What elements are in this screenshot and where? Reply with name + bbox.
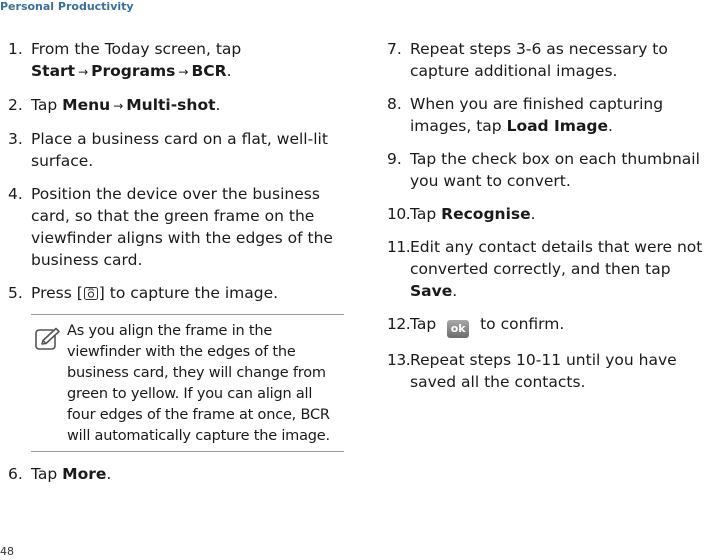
step-10: 10. Tap Recognise. — [387, 205, 536, 223]
step-9: 9. Tap the check box on each thumbnail you want to convert. — [387, 150, 700, 190]
step-6: 6. Tap More. — [8, 465, 112, 483]
step-8: 8. When you are finished capturing images, tap Load Image. — [387, 95, 664, 135]
left-column — [8, 38, 344, 496]
ok-key-icon: ok — [447, 320, 469, 338]
note-text: As you align the frame in the viewfinder with the edges of the business card, they will change from green to yellow. If you can align all four edges of the frame at once, BCR will automatically capture the image. — [67, 323, 330, 444]
step-13: 13. Repeat steps 10-11 until you have saved all the contacts. — [387, 351, 677, 391]
section-header: Personal Productivity — [0, 0, 134, 13]
page-number: 48 — [0, 545, 14, 558]
step-12: 12. Tap ok to confirm. — [387, 313, 713, 338]
note-box — [31, 314, 344, 452]
step-4: 4. Position the device over the business card, so that the green frame on the viewfinder aligns with the edges of the business card. — [8, 185, 333, 269]
right-column — [387, 38, 713, 404]
arrow-icon: → — [113, 99, 124, 113]
arrow-icon: → — [178, 65, 189, 79]
step-11: 11. Edit any contact details that were not converted correctly, and then tap Save. — [387, 238, 703, 300]
step-1: 1. From the Today screen, tap Start → Programs → BCR. — [8, 40, 242, 80]
step-2: 2. Tap Menu → Multi-shot. — [8, 96, 221, 114]
camera-key-icon — [84, 284, 98, 306]
pencil-note-icon — [35, 327, 61, 355]
step-5: 5. Press [ ] to capture the image. — [8, 282, 344, 306]
step-7: 7. Repeat steps 3-6 as necessary to capture additional images. — [387, 40, 668, 80]
step-3: 3. Place a business card on a flat, well-lit surface. — [8, 130, 328, 170]
arrow-icon: → — [78, 65, 89, 79]
